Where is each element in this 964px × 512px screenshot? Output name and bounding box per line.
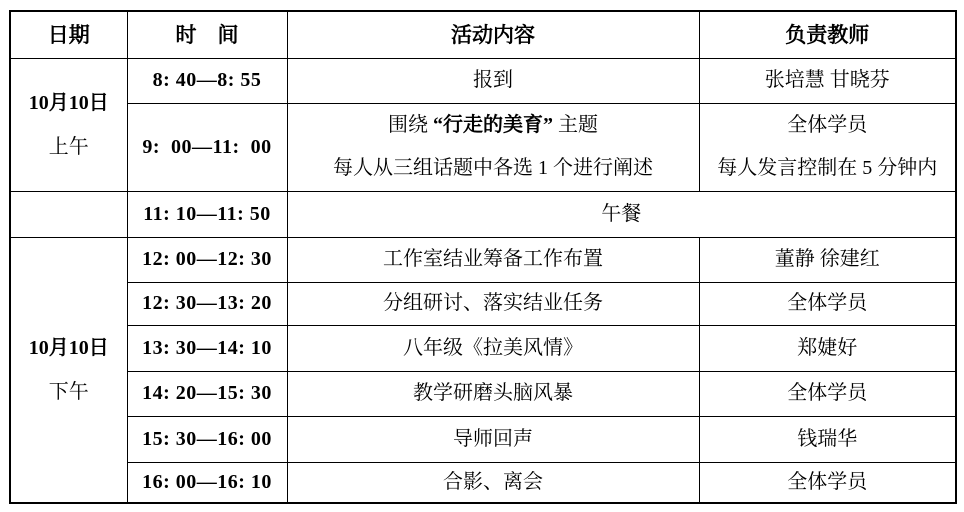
- activity-line1-bold: “行走的美育”: [433, 114, 553, 136]
- teacher-cell: 张培慧 甘晓芬: [699, 58, 956, 103]
- activity-line2: 每人从三组话题中各选 1 个进行阐述: [333, 157, 653, 179]
- table-row: [10, 416, 956, 462]
- activity-cell: 分组研讨、落实结业任务: [287, 282, 699, 325]
- time-cell: 11: 10—11: 50: [127, 191, 287, 237]
- activity-cell: 合影、离会: [287, 462, 699, 503]
- activity-line1-post: 主题: [553, 114, 598, 136]
- teacher-cell: 钱瑞华: [699, 416, 956, 462]
- header-time: 时 间: [127, 11, 287, 58]
- activity-cell: 教学研磨头脑风暴: [287, 371, 699, 416]
- teacher-line2: 每人发言控制在 5 分钟内: [717, 157, 938, 179]
- table-row: [10, 282, 956, 325]
- activity-cell-lunch: 午餐: [287, 191, 956, 237]
- header-activity: 活动内容: [287, 11, 699, 58]
- teacher-cell: 全体学员: [699, 371, 956, 416]
- header-date: 日期: [10, 11, 127, 58]
- teacher-cell: 郑婕好: [699, 325, 956, 371]
- table-row: [10, 371, 956, 416]
- date-afternoon-line1: 10月10日: [28, 336, 109, 359]
- teacher-cell: 全体学员: [699, 462, 956, 503]
- activity-cell: 报到: [287, 58, 699, 103]
- table-row: [10, 325, 956, 371]
- time-cell: 15: 30—16: 00: [127, 416, 287, 462]
- teacher-cell: 董静 徐建红: [699, 237, 956, 282]
- time-cell: 13: 30—14: 10: [127, 325, 287, 371]
- table-row: [10, 191, 956, 237]
- activity-cell: 导师回声: [287, 416, 699, 462]
- date-cell-afternoon: [10, 237, 127, 503]
- activity-cell: 工作室结业筹备工作布置: [287, 237, 699, 282]
- table-row: [10, 58, 956, 103]
- date-cell-empty: [10, 191, 127, 237]
- date-morning-line2: 上午: [48, 135, 89, 158]
- teacher-cell: [699, 103, 956, 191]
- time-cell: 12: 00—12: 30: [127, 237, 287, 282]
- activity-cell: 八年级《拉美风情》: [287, 325, 699, 371]
- teacher-line1: 全体学员: [787, 114, 868, 136]
- time-cell: 8: 40—8: 55: [127, 58, 287, 103]
- activity-cell: [287, 103, 699, 191]
- table-row: [10, 103, 956, 191]
- date-afternoon-line2: 下午: [48, 380, 89, 403]
- time-cell: 14: 20—15: 30: [127, 371, 287, 416]
- header-teacher: 负责教师: [699, 11, 956, 58]
- date-cell-morning: [10, 58, 127, 191]
- time-cell: 12: 30—13: 20: [127, 282, 287, 325]
- teacher-cell: 全体学员: [699, 282, 956, 325]
- time-cell: 9: 00—11: 00: [127, 103, 287, 191]
- table-row: [10, 462, 956, 503]
- date-morning-line1: 10月10日: [28, 91, 109, 114]
- schedule-table: [9, 10, 957, 504]
- activity-line1-pre: 围绕: [388, 114, 433, 136]
- table-row: [10, 237, 956, 282]
- time-cell: 16: 00—16: 10: [127, 462, 287, 503]
- activity-line1: [288, 104, 699, 147]
- header-row: [10, 11, 956, 58]
